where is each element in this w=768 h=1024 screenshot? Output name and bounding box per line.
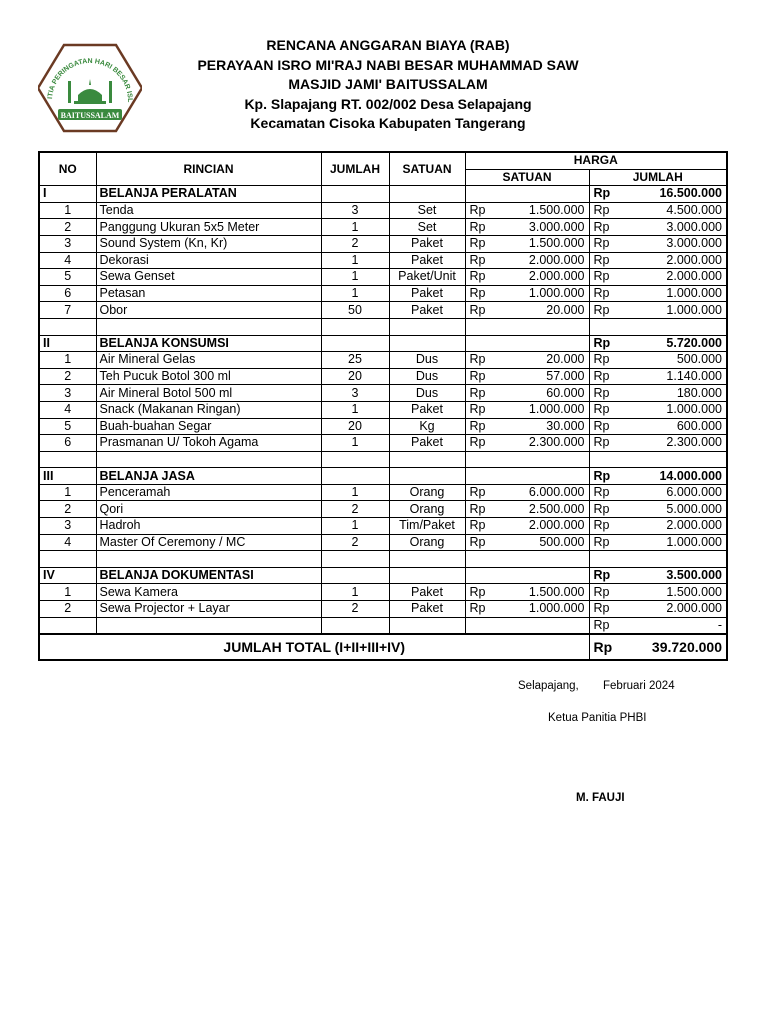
item-quantity: 1 <box>321 435 389 452</box>
item-quantity: 1 <box>321 285 389 302</box>
currency-label: Rp <box>589 534 619 551</box>
table-row <box>39 518 727 535</box>
item-quantity: 20 <box>321 418 389 435</box>
item-amount: 1.140.000 <box>619 368 727 385</box>
empty-cell <box>465 451 492 468</box>
table-row <box>39 435 727 452</box>
empty-cell <box>465 186 492 203</box>
item-number: 3 <box>39 385 96 402</box>
doc-subtitle-mosque: MASJID JAMI' BAITUSSALAM <box>288 76 488 92</box>
empty-cell <box>589 451 619 468</box>
item-quantity: 1 <box>321 252 389 269</box>
col-header-harga: HARGA <box>465 152 727 169</box>
empty-cell <box>96 451 321 468</box>
item-unit-price: 1.000.000 <box>492 285 589 302</box>
section-total: 3.500.000 <box>619 567 727 584</box>
col-header-satuan: SATUAN <box>389 152 465 186</box>
item-amount: 6.000.000 <box>619 484 727 501</box>
table-row <box>39 252 727 269</box>
section-number: III <box>39 468 96 485</box>
item-unit: Paket <box>389 302 465 319</box>
item-unit-price: 2.500.000 <box>492 501 589 518</box>
item-amount: 500.000 <box>619 352 727 369</box>
empty-cell <box>619 318 727 335</box>
currency-label: Rp <box>589 385 619 402</box>
item-name: Buah-buahan Segar <box>96 418 321 435</box>
signature-date: Februari 2024 <box>603 680 675 692</box>
logo-arc-text: ITIA PERINGATAN HARI BESAR ISL <box>47 57 134 103</box>
section-title: BELANJA PERALATAN <box>96 186 321 203</box>
empty-cell <box>39 451 96 468</box>
empty-cell <box>321 468 389 485</box>
item-unit: Paket/Unit <box>389 269 465 286</box>
section-header-row <box>39 468 727 485</box>
col-header-harga-satuan: SATUAN <box>465 169 589 186</box>
empty-cell <box>389 468 465 485</box>
empty-cell <box>492 318 589 335</box>
item-number: 4 <box>39 401 96 418</box>
blank-row <box>39 318 727 335</box>
item-quantity: 1 <box>321 401 389 418</box>
currency-label: Rp <box>589 484 619 501</box>
section-header-row <box>39 567 727 584</box>
signature-name: M. FAUJI <box>576 792 625 804</box>
currency-label: Rp <box>589 584 619 601</box>
currency-label: Rp <box>589 634 619 660</box>
section-number: II <box>39 335 96 352</box>
item-quantity: 1 <box>321 584 389 601</box>
table-row <box>39 534 727 551</box>
item-number: 1 <box>39 352 96 369</box>
empty-cell <box>321 551 389 568</box>
currency-label: Rp <box>589 186 619 203</box>
item-unit-price: 60.000 <box>492 385 589 402</box>
empty-cell <box>39 318 96 335</box>
currency-label: Rp <box>465 435 492 452</box>
section-title: BELANJA JASA <box>96 468 321 485</box>
currency-label: Rp <box>589 252 619 269</box>
empty-cell <box>619 451 727 468</box>
signature-role: Ketua Panitia PHBI <box>548 712 647 724</box>
grand-total-value: 39.720.000 <box>619 634 727 660</box>
currency-label: Rp <box>589 219 619 236</box>
table-row <box>39 418 727 435</box>
empty-cell <box>321 318 389 335</box>
item-unit-price: 2.000.000 <box>492 269 589 286</box>
item-amount: 3.000.000 <box>619 219 727 236</box>
section-title: BELANJA DOKUMENTASI <box>96 567 321 584</box>
extra-row-amount: - <box>619 617 727 634</box>
item-unit: Dus <box>389 352 465 369</box>
item-unit: Orang <box>389 534 465 551</box>
item-name: Hadroh <box>96 518 321 535</box>
empty-cell <box>465 468 492 485</box>
item-quantity: 3 <box>321 202 389 219</box>
currency-label: Rp <box>465 202 492 219</box>
currency-label: Rp <box>465 252 492 269</box>
empty-cell <box>492 567 589 584</box>
budget-table-body <box>39 186 727 635</box>
empty-cell <box>492 468 589 485</box>
empty-cell <box>321 567 389 584</box>
table-row <box>39 401 727 418</box>
item-unit-price: 20.000 <box>492 302 589 319</box>
item-unit-price: 30.000 <box>492 418 589 435</box>
empty-cell <box>492 451 589 468</box>
table-row <box>39 501 727 518</box>
empty-cell <box>321 451 389 468</box>
doc-title: RENCANA ANGGARAN BIAYA (RAB) <box>266 37 510 53</box>
empty-cell <box>465 318 492 335</box>
item-amount: 2.000.000 <box>619 601 727 618</box>
item-name: Air Mineral Botol 500 ml <box>96 385 321 402</box>
currency-label: Rp <box>589 335 619 352</box>
item-number: 2 <box>39 219 96 236</box>
item-amount: 2.000.000 <box>619 252 727 269</box>
table-row <box>39 285 727 302</box>
empty-cell <box>321 186 389 203</box>
item-name: Sewa Projector + Layar <box>96 601 321 618</box>
item-unit: Kg <box>389 418 465 435</box>
currency-label: Rp <box>465 368 492 385</box>
table-row <box>39 202 727 219</box>
empty-cell <box>589 551 619 568</box>
item-unit: Paket <box>389 252 465 269</box>
currency-label: Rp <box>589 401 619 418</box>
grand-total-label: JUMLAH TOTAL (I+II+III+IV) <box>39 634 589 660</box>
item-number: 1 <box>39 202 96 219</box>
item-unit: Paket <box>389 601 465 618</box>
currency-label: Rp <box>465 269 492 286</box>
section-total: 16.500.000 <box>619 186 727 203</box>
item-unit-price: 1.000.000 <box>492 401 589 418</box>
table-row <box>39 385 727 402</box>
empty-cell <box>465 335 492 352</box>
item-amount: 180.000 <box>619 385 727 402</box>
item-unit-price: 1.000.000 <box>492 601 589 618</box>
empty-cell <box>389 318 465 335</box>
currency-label: Rp <box>465 534 492 551</box>
section-number: IV <box>39 567 96 584</box>
item-unit-price: 2.000.000 <box>492 252 589 269</box>
item-quantity: 2 <box>321 501 389 518</box>
empty-cell <box>465 567 492 584</box>
currency-label: Rp <box>465 518 492 535</box>
blank-row <box>39 617 727 634</box>
item-number: 3 <box>39 235 96 252</box>
item-amount: 4.500.000 <box>619 202 727 219</box>
empty-cell <box>389 186 465 203</box>
item-unit: Dus <box>389 368 465 385</box>
col-header-harga-jumlah: JUMLAH <box>589 169 727 186</box>
blank-row <box>39 551 727 568</box>
empty-cell <box>389 617 465 634</box>
item-number: 2 <box>39 501 96 518</box>
empty-cell <box>321 617 389 634</box>
empty-cell <box>96 617 321 634</box>
item-quantity: 20 <box>321 368 389 385</box>
logo-graphic <box>38 43 142 133</box>
doc-district: Kecamatan Cisoka Kabupaten Tangerang <box>250 115 526 131</box>
item-unit-price: 500.000 <box>492 534 589 551</box>
section-header-row <box>39 186 727 203</box>
table-row <box>39 601 727 618</box>
item-name: Sewa Genset <box>96 269 321 286</box>
currency-label: Rp <box>465 418 492 435</box>
empty-cell <box>465 617 492 634</box>
item-name: Prasmanan U/ Tokoh Agama <box>96 435 321 452</box>
empty-cell <box>39 551 96 568</box>
item-unit-price: 2.000.000 <box>492 518 589 535</box>
currency-label: Rp <box>589 617 619 634</box>
item-unit: Set <box>389 219 465 236</box>
item-unit-price: 20.000 <box>492 352 589 369</box>
item-amount: 1.000.000 <box>619 285 727 302</box>
item-unit-price: 57.000 <box>492 368 589 385</box>
table-row <box>39 484 727 501</box>
item-name: Tenda <box>96 202 321 219</box>
empty-cell <box>389 451 465 468</box>
item-name: Qori <box>96 501 321 518</box>
item-quantity: 1 <box>321 484 389 501</box>
currency-label: Rp <box>589 352 619 369</box>
document-header <box>150 36 626 134</box>
table-row <box>39 269 727 286</box>
item-name: Snack (Makanan Ringan) <box>96 401 321 418</box>
item-name: Panggung Ukuran 5x5 Meter <box>96 219 321 236</box>
logo-name: BAITUSSALAM <box>60 111 120 120</box>
item-amount: 1.000.000 <box>619 302 727 319</box>
col-header-jumlah: JUMLAH <box>321 152 389 186</box>
currency-label: Rp <box>465 219 492 236</box>
currency-label: Rp <box>589 285 619 302</box>
item-quantity: 2 <box>321 601 389 618</box>
item-name: Air Mineral Gelas <box>96 352 321 369</box>
table-row <box>39 584 727 601</box>
table-row <box>39 352 727 369</box>
item-number: 7 <box>39 302 96 319</box>
currency-label: Rp <box>465 401 492 418</box>
item-number: 3 <box>39 518 96 535</box>
item-quantity: 1 <box>321 219 389 236</box>
section-title: BELANJA KONSUMSI <box>96 335 321 352</box>
empty-cell <box>96 551 321 568</box>
signature-place: Selapajang, <box>518 680 579 692</box>
empty-cell <box>96 318 321 335</box>
item-number: 2 <box>39 601 96 618</box>
empty-cell <box>492 617 589 634</box>
currency-label: Rp <box>589 368 619 385</box>
item-number: 4 <box>39 534 96 551</box>
item-amount: 2.000.000 <box>619 518 727 535</box>
empty-cell <box>589 318 619 335</box>
item-name: Sound System (Kn, Kr) <box>96 235 321 252</box>
currency-label: Rp <box>589 435 619 452</box>
item-unit: Paket <box>389 285 465 302</box>
item-quantity: 50 <box>321 302 389 319</box>
currency-label: Rp <box>589 501 619 518</box>
currency-label: Rp <box>589 202 619 219</box>
section-total: 14.000.000 <box>619 468 727 485</box>
item-number: 5 <box>39 269 96 286</box>
item-name: Dekorasi <box>96 252 321 269</box>
item-name: Teh Pucuk Botol 300 ml <box>96 368 321 385</box>
item-unit: Tim/Paket <box>389 518 465 535</box>
currency-label: Rp <box>589 601 619 618</box>
currency-label: Rp <box>465 285 492 302</box>
item-name: Obor <box>96 302 321 319</box>
item-unit-price: 1.500.000 <box>492 202 589 219</box>
baitussalam-logo <box>38 43 142 133</box>
empty-cell <box>389 335 465 352</box>
item-number: 2 <box>39 368 96 385</box>
item-quantity: 3 <box>321 385 389 402</box>
item-unit-price: 6.000.000 <box>492 484 589 501</box>
item-quantity: 1 <box>321 269 389 286</box>
item-unit-price: 1.500.000 <box>492 235 589 252</box>
currency-label: Rp <box>589 418 619 435</box>
currency-label: Rp <box>465 601 492 618</box>
currency-label: Rp <box>465 584 492 601</box>
item-amount: 1.500.000 <box>619 584 727 601</box>
budget-table <box>38 151 728 661</box>
section-number: I <box>39 186 96 203</box>
item-number: 1 <box>39 484 96 501</box>
item-amount: 1.000.000 <box>619 534 727 551</box>
empty-cell <box>389 551 465 568</box>
section-total: 5.720.000 <box>619 335 727 352</box>
item-amount: 600.000 <box>619 418 727 435</box>
item-amount: 5.000.000 <box>619 501 727 518</box>
currency-label: Rp <box>465 484 492 501</box>
currency-label: Rp <box>465 385 492 402</box>
currency-label: Rp <box>589 235 619 252</box>
table-row <box>39 219 727 236</box>
item-number: 1 <box>39 584 96 601</box>
item-number: 5 <box>39 418 96 435</box>
item-quantity: 25 <box>321 352 389 369</box>
table-row <box>39 235 727 252</box>
table-row <box>39 368 727 385</box>
item-unit: Paket <box>389 584 465 601</box>
item-name: Petasan <box>96 285 321 302</box>
item-amount: 1.000.000 <box>619 401 727 418</box>
currency-label: Rp <box>589 518 619 535</box>
item-unit-price: 1.500.000 <box>492 584 589 601</box>
currency-label: Rp <box>465 352 492 369</box>
item-unit: Paket <box>389 235 465 252</box>
section-header-row <box>39 335 727 352</box>
item-number: 6 <box>39 435 96 452</box>
blank-row <box>39 451 727 468</box>
col-header-no: NO <box>39 152 96 186</box>
item-unit: Orang <box>389 484 465 501</box>
currency-label: Rp <box>465 501 492 518</box>
item-unit: Paket <box>389 401 465 418</box>
item-unit: Orang <box>389 501 465 518</box>
item-amount: 2.300.000 <box>619 435 727 452</box>
empty-cell <box>619 551 727 568</box>
currency-label: Rp <box>589 468 619 485</box>
empty-cell <box>492 551 589 568</box>
empty-cell <box>321 335 389 352</box>
currency-label: Rp <box>465 235 492 252</box>
item-quantity: 1 <box>321 518 389 535</box>
item-number: 4 <box>39 252 96 269</box>
empty-cell <box>39 617 96 634</box>
item-number: 6 <box>39 285 96 302</box>
item-name: Penceramah <box>96 484 321 501</box>
empty-cell <box>492 186 589 203</box>
item-unit-price: 3.000.000 <box>492 219 589 236</box>
currency-label: Rp <box>589 269 619 286</box>
item-amount: 3.000.000 <box>619 235 727 252</box>
currency-label: Rp <box>589 302 619 319</box>
item-unit: Paket <box>389 435 465 452</box>
doc-address: Kp. Slapajang RT. 002/002 Desa Selapajang <box>244 95 532 112</box>
empty-cell <box>492 335 589 352</box>
col-header-rincian: RINCIAN <box>96 152 321 186</box>
empty-cell <box>465 551 492 568</box>
empty-cell <box>389 567 465 584</box>
doc-subtitle-event: PERAYAAN ISRO MI'RAJ NABI BESAR MUHAMMAD SAW <box>197 56 579 73</box>
item-unit: Dus <box>389 385 465 402</box>
item-name: Master Of Ceremony / MC <box>96 534 321 551</box>
item-unit: Set <box>389 202 465 219</box>
item-name: Sewa Kamera <box>96 584 321 601</box>
table-row <box>39 302 727 319</box>
item-amount: 2.000.000 <box>619 269 727 286</box>
item-quantity: 2 <box>321 235 389 252</box>
item-quantity: 2 <box>321 534 389 551</box>
grand-total-row <box>39 634 727 660</box>
currency-label: Rp <box>589 567 619 584</box>
item-unit-price: 2.300.000 <box>492 435 589 452</box>
currency-label: Rp <box>465 302 492 319</box>
